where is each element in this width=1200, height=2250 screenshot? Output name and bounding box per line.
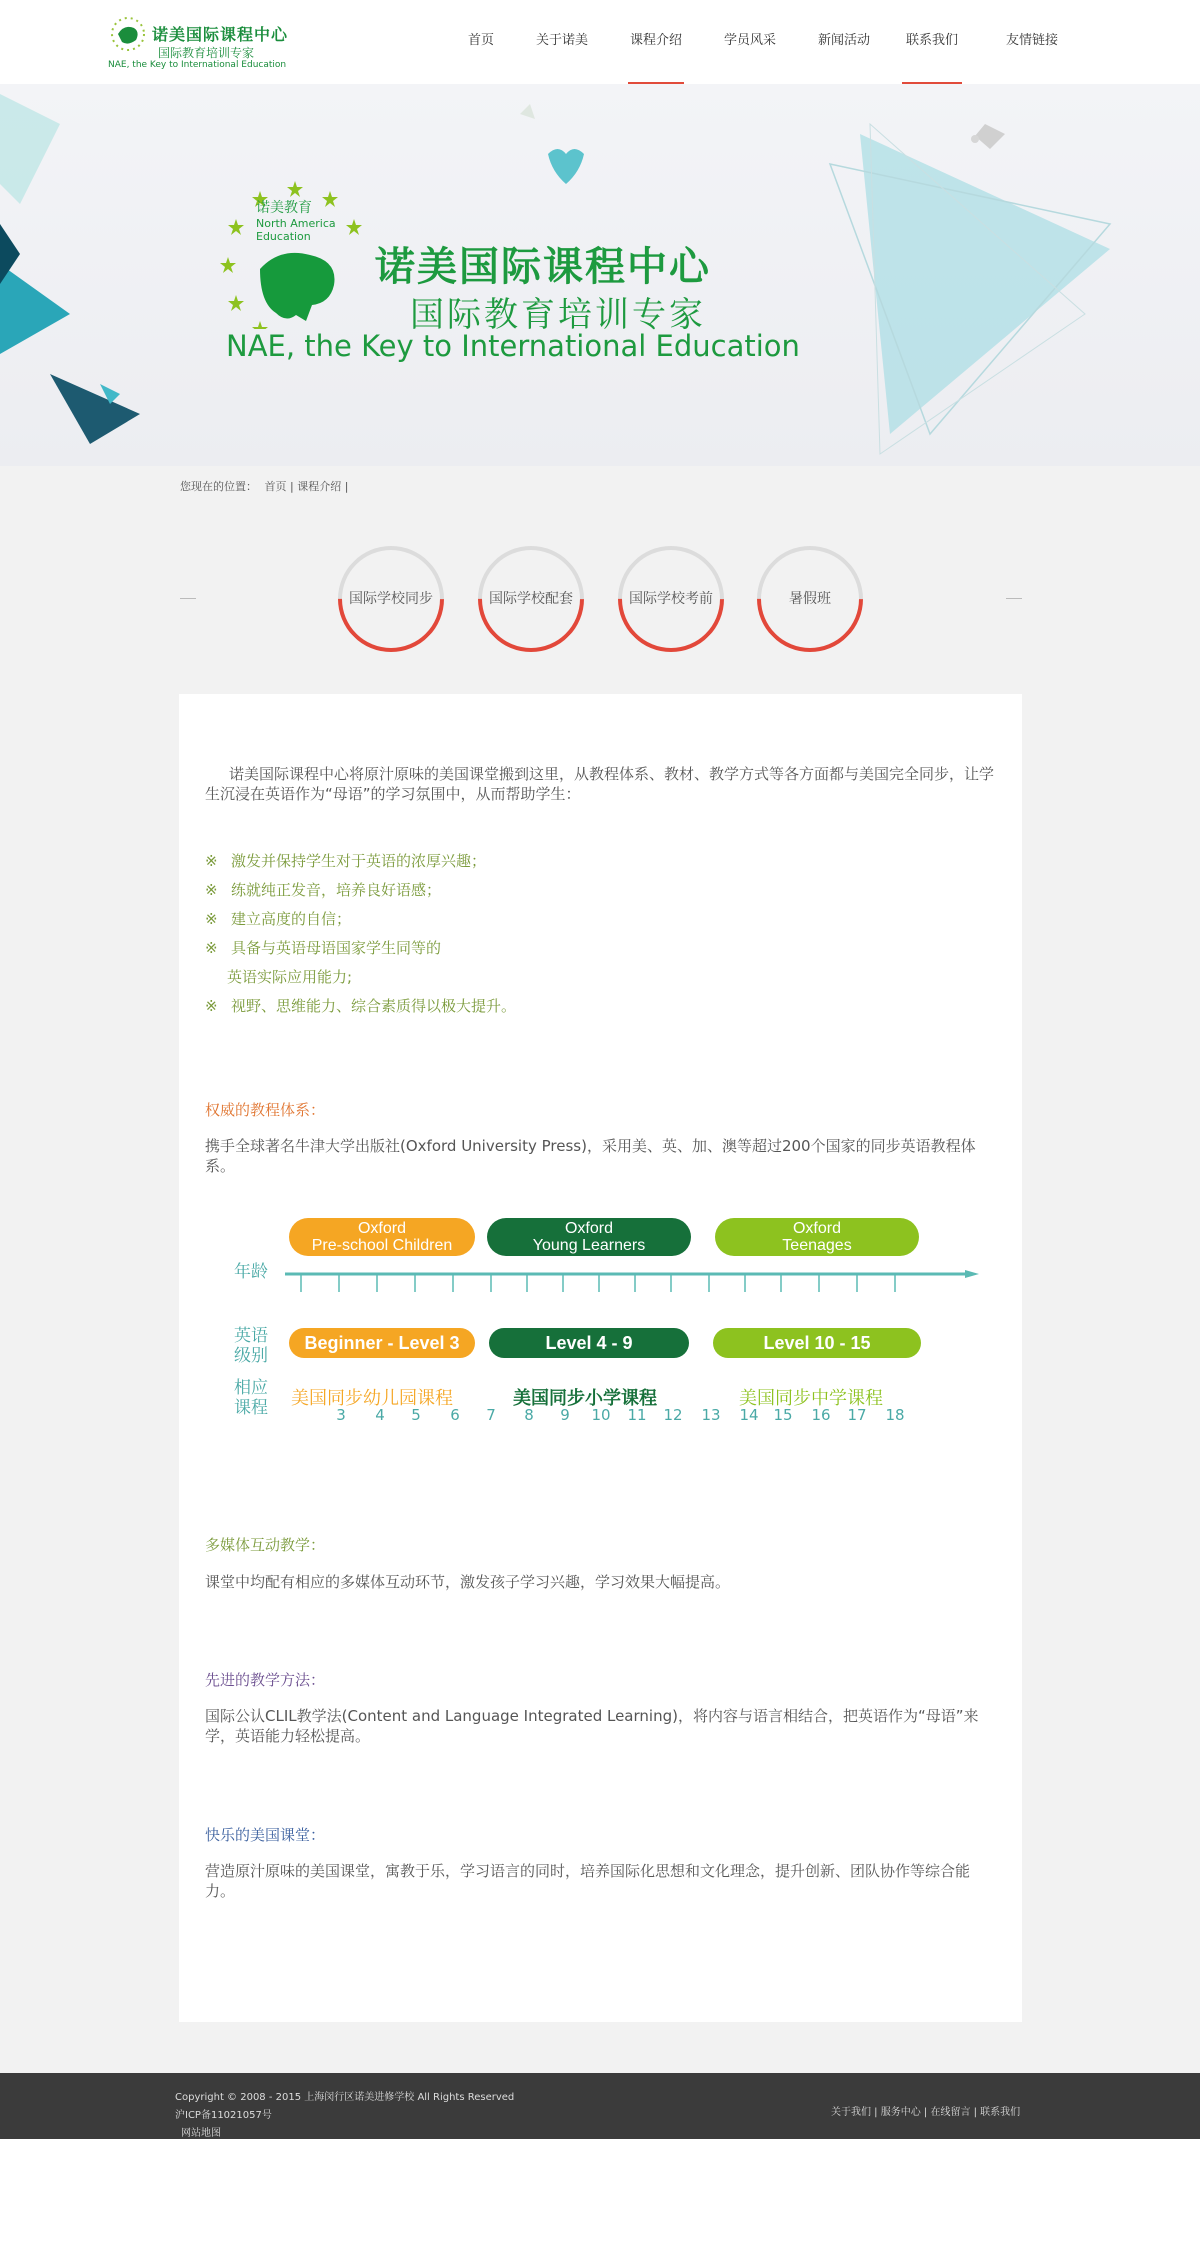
section-title-curriculum: 权威的教程体系： bbox=[205, 1101, 326, 1119]
nav-links[interactable]: 友情链接 bbox=[1005, 33, 1058, 48]
age-tick: 13 bbox=[701, 1406, 721, 1424]
nav-news[interactable]: 新闻活动 bbox=[817, 33, 870, 48]
age-tick: 9 bbox=[560, 1406, 570, 1424]
site-footer bbox=[0, 2073, 1200, 2139]
course-level-chart bbox=[205, 1214, 1005, 1454]
bullet-continuation: 英语实际应用能力; bbox=[227, 968, 353, 986]
group-young-pill bbox=[487, 1218, 691, 1256]
section-title-multimedia: 多媒体互动教学： bbox=[205, 1536, 326, 1554]
breadcrumb bbox=[180, 478, 352, 494]
age-tick: 16 bbox=[811, 1406, 831, 1424]
footer-copyright-block bbox=[175, 2089, 514, 2143]
section-text-classroom: 营造原汁原味的美国课堂，寓教于乐，学习语言的同时，培养国际化思想和文化理念，提升创新、团队协作等综合能力。 bbox=[205, 1862, 971, 1900]
section-text-multimedia: 课堂中均配有相应的多媒体互动环节，激发孩子学习兴趣，学习效果大幅提高。 bbox=[205, 1573, 731, 1591]
age-axis bbox=[285, 1270, 985, 1300]
section-text-curriculum: 携手全球著名牛津大学出版社(Oxford University Press)，采用美、英、加、澳等超过200个国家的同步英语教程体系。 bbox=[205, 1137, 976, 1175]
bullet-item: ※ 具备与英语母语国家学生同等的 bbox=[205, 939, 442, 957]
footer-sitemap[interactable]: 网站地图 bbox=[181, 2128, 221, 2139]
group-teen-label: Oxford Teenages bbox=[782, 1220, 852, 1254]
age-tick: 4 bbox=[375, 1406, 385, 1424]
row-level-label: 英语级别 bbox=[234, 1326, 268, 1366]
site-logo[interactable] bbox=[106, 12, 289, 74]
course-panel bbox=[179, 694, 1022, 2022]
section-title-classroom: 快乐的美国课堂： bbox=[205, 1826, 326, 1844]
logo-slogan: NAE, the Key to International Education bbox=[108, 60, 287, 70]
section-text-method: 国际公认CLIL教学法(Content and Language Integrated Learning)，将内容与语言相结合，把英语作为“母语”来学，英语能力轻松提高。 bbox=[205, 1707, 979, 1745]
tabs-divider-left bbox=[180, 598, 196, 599]
nav-students[interactable]: 学员风采 bbox=[723, 33, 776, 48]
age-tick: 18 bbox=[885, 1406, 905, 1424]
age-tick: 7 bbox=[486, 1406, 496, 1424]
group-teen-pill bbox=[715, 1218, 919, 1256]
breadcrumb-prefix: 您现在的位置： bbox=[180, 480, 257, 493]
age-tick: 10 bbox=[591, 1406, 611, 1424]
age-tick: 5 bbox=[411, 1406, 421, 1424]
age-tick: 3 bbox=[336, 1406, 346, 1424]
tabs-divider-right bbox=[1006, 598, 1022, 599]
banner-edu-en: North America Education bbox=[256, 217, 336, 243]
age-tick: 6 bbox=[450, 1406, 460, 1424]
logo-globe-icon bbox=[106, 12, 150, 56]
course-primary: 美国同步小学课程 bbox=[513, 1388, 657, 1409]
level-beginner: Beginner - Level 3 bbox=[289, 1328, 475, 1358]
nav-home[interactable]: 首页 bbox=[467, 33, 494, 48]
age-tick: 14 bbox=[739, 1406, 759, 1424]
course-kindergarten: 美国同步幼儿园课程 bbox=[291, 1388, 453, 1409]
nav-courses[interactable]: 课程介绍 bbox=[628, 0, 684, 84]
course-secondary: 美国同步中学课程 bbox=[739, 1388, 883, 1409]
group-young-label: Oxford Young Learners bbox=[532, 1220, 646, 1254]
age-tick: 17 bbox=[847, 1406, 867, 1424]
site-header bbox=[0, 0, 1200, 84]
tab-intl-exam[interactable]: 国际学校考前 bbox=[629, 591, 713, 607]
banner-title: 诺美国际课程中心 bbox=[375, 244, 711, 290]
group-preschool-label: Oxford Pre-school Children bbox=[311, 1220, 453, 1254]
level-10-15: Level 10 - 15 bbox=[713, 1328, 921, 1358]
footer-icp[interactable]: 沪ICP备11021057号 bbox=[175, 2110, 272, 2121]
section-title-method: 先进的教学方法： bbox=[205, 1671, 326, 1689]
row-course-label: 相应课程 bbox=[234, 1378, 268, 1418]
banner-logo bbox=[220, 179, 800, 379]
bullet-item: ※ 建立高度的自信； bbox=[205, 910, 352, 928]
age-tick: 8 bbox=[524, 1406, 534, 1424]
banner-subtitle: 国际教育培训专家 bbox=[410, 295, 706, 335]
intro-text: 诺美国际课程中心将原汁原味的美国课堂搬到这里，从教程体系、教材、教学方式等各方面都与美国完全同步，让学生沉浸在英语作为“母语”的学习氛围中，从而帮助学生： bbox=[205, 765, 995, 803]
age-tick: 11 bbox=[627, 1406, 647, 1424]
banner-edu-cn: 诺美教育 bbox=[256, 200, 312, 216]
row-age-label: 年龄 bbox=[234, 1262, 268, 1282]
hero-banner bbox=[0, 84, 1200, 466]
bullet-item: ※ 视野、思维能力、综合素质得以极大提升。 bbox=[205, 997, 517, 1015]
logo-title: 诺美国际课程中心 bbox=[152, 25, 289, 44]
tab-intl-support[interactable]: 国际学校配套 bbox=[489, 591, 573, 607]
logo-subtitle: 国际教育培训专家 bbox=[158, 46, 255, 60]
footer-copyright: Copyright © 2008 - 2015 上海闵行区诺美进修学校 All Rights Reserved bbox=[175, 2092, 515, 2103]
bullet-item: ※ 激发并保持学生对于英语的浓厚兴趣； bbox=[205, 852, 487, 870]
nav-contact[interactable]: 联系我们 bbox=[902, 0, 962, 84]
age-tick: 12 bbox=[663, 1406, 683, 1424]
tab-intl-sync[interactable]: 国际学校同步 bbox=[349, 591, 433, 607]
banner-slogan: NAE, the Key to International Education bbox=[226, 329, 800, 363]
level-4-9: Level 4 - 9 bbox=[489, 1328, 689, 1358]
nav-about[interactable]: 关于诺美 bbox=[535, 33, 588, 48]
breadcrumb-path[interactable]: 首页 | 课程介绍 | bbox=[264, 480, 349, 493]
group-preschool-pill bbox=[289, 1218, 475, 1256]
bullet-item: ※ 练就纯正发音，培养良好语感； bbox=[205, 881, 442, 899]
footer-links[interactable]: 关于我们 | 服务中心 | 在线留言 | 联系我们 bbox=[831, 2107, 1021, 2118]
tab-summer[interactable]: 暑假班 bbox=[789, 591, 831, 607]
age-tick: 15 bbox=[773, 1406, 793, 1424]
